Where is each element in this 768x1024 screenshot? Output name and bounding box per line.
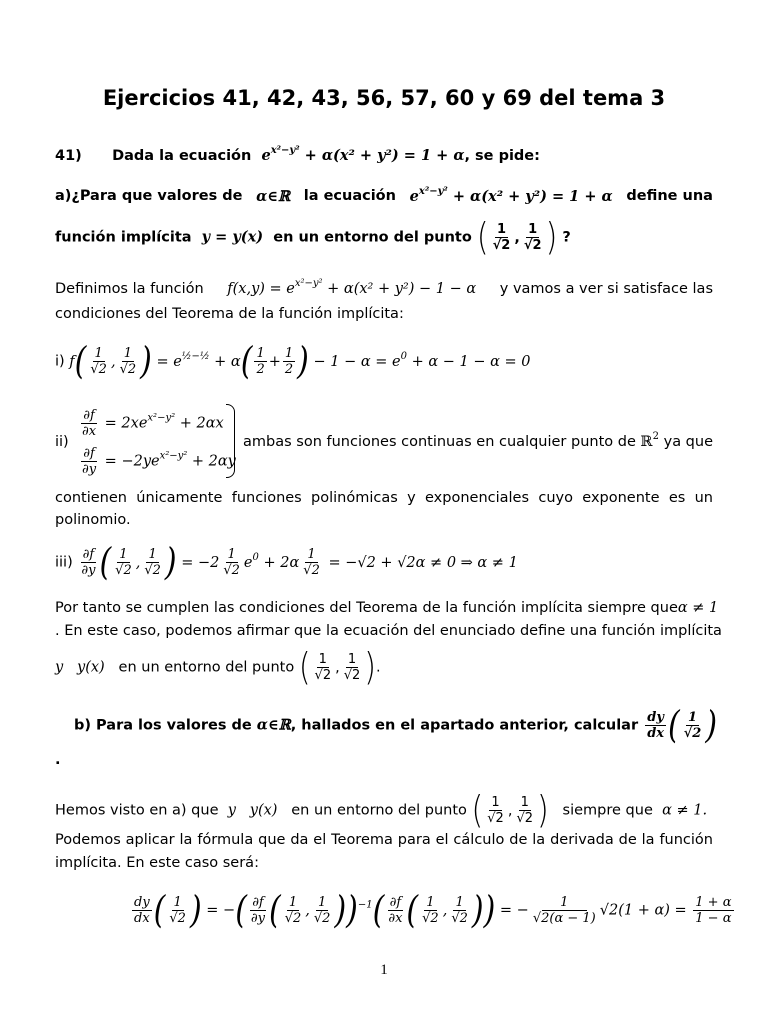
condition-ii-end: ya que	[663, 434, 713, 450]
y-of-x: y y(x)	[55, 659, 105, 676]
alpha-ne-1: α ≠ 1	[677, 600, 719, 616]
point: ( $\frac{1}{√2}$ , $\frac{1}{√2}$ )	[476, 215, 558, 259]
part-a-mid: la ecuación	[303, 188, 396, 204]
point: ( $\frac{1}{√2}$ , $\frac{1}{√2}$ )	[298, 645, 376, 689]
part-b-mid: , hallados en el apartado anterior, calcular	[290, 717, 639, 734]
page-title: Ejercicios 41, 42, 43, 56, 57, 60 y 69 del tema 3	[102, 86, 666, 110]
conclusion-line1	[55, 600, 719, 616]
equation: $e^{x^2-y^2} + \alpha(x^2 + y^2) = 1 + \alpha$	[261, 145, 465, 164]
condition-iii-formula: $\frac{\partial f}{\partial y}$ ( $\frac{1}{√2}$ , $\frac{1}{√2}$ ) = −2 $\frac{1}{√2}$ $e^0 + 2\alpha$ $\frac{1}{√2}$ = −√2 + √2α ≠ 0 ⇒ α ≠ 1	[81, 540, 518, 584]
condition-ii-text	[243, 431, 713, 450]
continuation-line2: polinomio.	[55, 512, 131, 528]
question-mark: ?	[562, 229, 571, 246]
part-a-line2-mid: en un entorno del punto	[273, 229, 472, 246]
implicit-function: y = y(x)	[201, 228, 264, 246]
function-def: $f(x,y) = e^{x^2-y^2} + \alpha(x^2 + y^2) - 1 - \alpha$	[227, 278, 477, 297]
y-of-x: y y(x)	[227, 802, 278, 819]
part-a-line1	[55, 188, 713, 205]
statement-text: Dada la ecuación	[112, 148, 252, 164]
brace	[226, 404, 235, 478]
continuation-line1: contienen únicamente funciones polinómicas y exponenciales cuyo exponente es un	[55, 490, 713, 506]
part-a-lead: a)¿Para que valores de	[55, 188, 243, 204]
partial-fy: $\frac{\partial f}{\partial y}$ = $-2ye^{x^2-y^2} + 2\alpha y$	[82, 446, 236, 477]
part-b-dot: .	[55, 752, 61, 768]
exercise-number: 41)	[55, 148, 82, 164]
alpha-in-r: α∈ℝ	[256, 188, 291, 205]
seen-start: Hemos visto en a) que	[55, 802, 219, 819]
final-formula: $\frac{dy}{dx}$ ( $\frac{1}{√2}$ ) = −( $\frac{\partial f}{\partial y}$ ( $\frac{1}{√2}$ , $\frac{1}{√2}$ ))$^{-1}$( $\frac{\partial f}{\partial x}$ ( $\frac{1}{√2}$ , $\frac{1}{√2}$ )) = − $\frac{1}{√2(\alpha - 1)}$ √2(1 + α) = $\frac{1 + \alpha}{1 - \alpha}$	[134, 888, 732, 932]
point: ( $\frac{1}{√2}$ , $\frac{1}{√2}$ )	[471, 788, 549, 832]
p1-end: y vamos a ver si satisface las	[499, 281, 713, 297]
alpha-in-r: α∈ℝ	[256, 716, 291, 734]
part-a-line2-text: función implícita	[55, 229, 192, 246]
derivative-expression: $\frac{dy}{dx}$ ( $\frac{1}{√2}$ )	[647, 703, 718, 747]
partial-fx: $\frac{\partial f}{\partial x}$ = $2xe^{x^2-y^2} + 2\alpha x$	[82, 408, 224, 439]
conclusion-text: Por tanto se cumplen las condiciones del Teorema de la función implícita siempre que	[55, 600, 678, 616]
part-a-line2	[55, 215, 571, 259]
condition-i-formula: f( $\frac{1}{√2}$ , $\frac{1}{√2}$ ) = $e^{\frac{1}{2}-\frac{1}{2}} + \alpha$( $\frac{1}{2}$ + $\frac{1}{2}$ ) − $1 - \alpha = e^0 + \alpha - 1 - \alpha = 0$	[69, 339, 531, 383]
seen-mid: en un entorno del punto	[291, 802, 467, 819]
equation: $e^{x^2-y^2} + \alpha(x^2 + y^2) = 1 + \alpha$	[409, 186, 613, 205]
formula-intro-line2: implícita. En este caso será:	[55, 855, 259, 871]
p1-start: Definimos la función	[55, 281, 204, 297]
alpha-ne-1: α ≠ 1.	[662, 802, 708, 819]
part-b-statement	[74, 703, 718, 747]
part-b-lead: b) Para los valores de	[74, 717, 252, 734]
statement-end: , se pide:	[464, 148, 540, 164]
part-a-end: define una	[626, 188, 713, 204]
conclusion-line2: . En este caso, podemos afirmar que la ecuación del enunciado define una función implícita	[55, 623, 722, 639]
conclusion-line3: y y(x) en un entorno del punto ( $\frac{1}{√2}$ , $\frac{1}{√2}$ ).	[55, 645, 381, 689]
condition-ii-sentence: ambas son funciones continuas en cualquier punto de	[243, 434, 636, 450]
seen-line	[55, 788, 708, 832]
condition-ii-label: ii)	[55, 434, 69, 450]
condition-iii	[55, 540, 518, 584]
paragraph-define	[55, 278, 713, 297]
page-number: 1	[380, 962, 388, 978]
condition-i	[55, 339, 531, 383]
condition-i-label: i)	[55, 353, 65, 370]
formula-intro-line1: Podemos aplicar la fórmula que da el Teorema para el cálculo de la derivada de la función	[55, 832, 713, 848]
seen-end: siempre que	[562, 802, 653, 819]
p1-line2: condiciones del Teorema de la función implícita:	[55, 306, 404, 322]
conclusion-line3-text: en un entorno del punto	[118, 659, 295, 676]
exercise-41-statement	[55, 147, 540, 164]
condition-iii-label: iii)	[55, 554, 73, 571]
r-squared: ℝ$^2$	[640, 431, 659, 450]
